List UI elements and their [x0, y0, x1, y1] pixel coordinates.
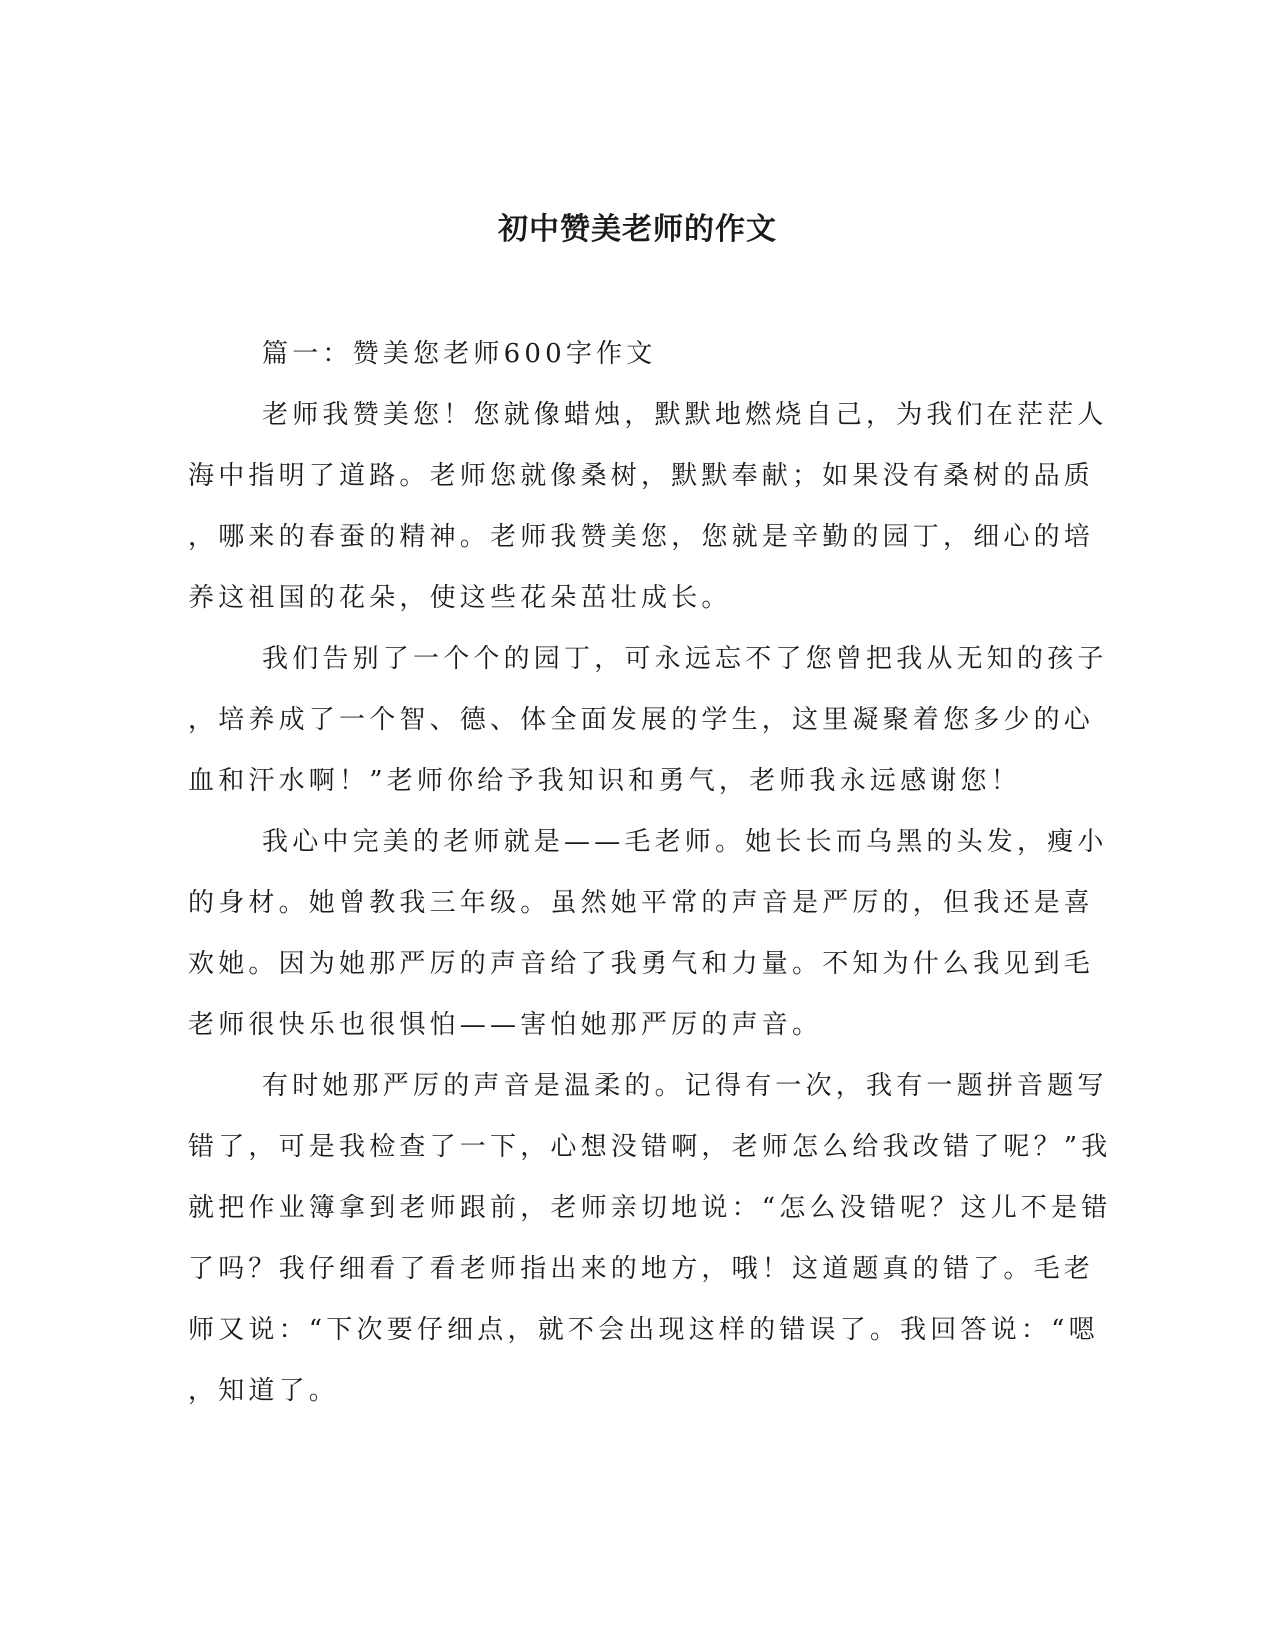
text-line: ，哪来的春蚕的精神。老师我赞美您，您就是辛勤的园丁，细心的培: [188, 522, 1095, 552]
text-line: 篇一：赞美您老师600字作文: [262, 339, 657, 369]
text-line: 了吗？我仔细看了看老师指出来的地方，哦！这道题真的错了。毛老: [188, 1254, 1095, 1284]
text-line: 我们告别了一个个的园丁，可永远忘不了您曾把我从无知的孩子: [262, 644, 1108, 674]
text-line: 就把作业簿拿到老师跟前，老师亲切地说：“怎么没错呢？这儿不是错: [188, 1193, 1112, 1223]
text-line: 养这祖国的花朵，使这些花朵茁壮成长。: [188, 583, 732, 613]
text-line: 老师我赞美您！您就像蜡烛，默默地燃烧自己，为我们在茫茫人: [262, 400, 1108, 430]
text-line: 海中指明了道路。老师您就像桑树，默默奉献；如果没有桑树的品质: [188, 461, 1095, 491]
document-title: 初中赞美老师的作文: [498, 212, 777, 247]
text-line: 错了，可是我检查了一下，心想没错啊，老师怎么给我改错了呢？”我: [188, 1132, 1112, 1162]
text-line: 有时她那严厉的声音是温柔的。记得有一次，我有一题拼音题写: [262, 1071, 1108, 1101]
text-line: 师又说：“下次要仔细点，就不会出现这样的错误了。我回答说：“嗯: [188, 1315, 1099, 1345]
text-line: 老师很快乐也很惧怕——害怕她那严厉的声音。: [188, 1010, 823, 1040]
text-line: 的身材。她曾教我三年级。虽然她平常的声音是严厉的，但我还是喜: [188, 888, 1095, 918]
text-line: ，知道了。: [188, 1376, 340, 1406]
text-line: ，培养成了一个智、德、体全面发展的学生，这里凝聚着您多少的心: [188, 705, 1095, 735]
text-line: 欢她。因为她那严厉的声音给了我勇气和力量。不知为什么我见到毛: [188, 949, 1095, 979]
text-line: 我心中完美的老师就是——毛老师。她长长而乌黑的头发，瘦小: [262, 827, 1108, 857]
text-line: 血和汗水啊！”老师你给予我知识和勇气，老师我永远感谢您！: [188, 766, 1021, 796]
document-body: [188, 324, 1112, 1422]
